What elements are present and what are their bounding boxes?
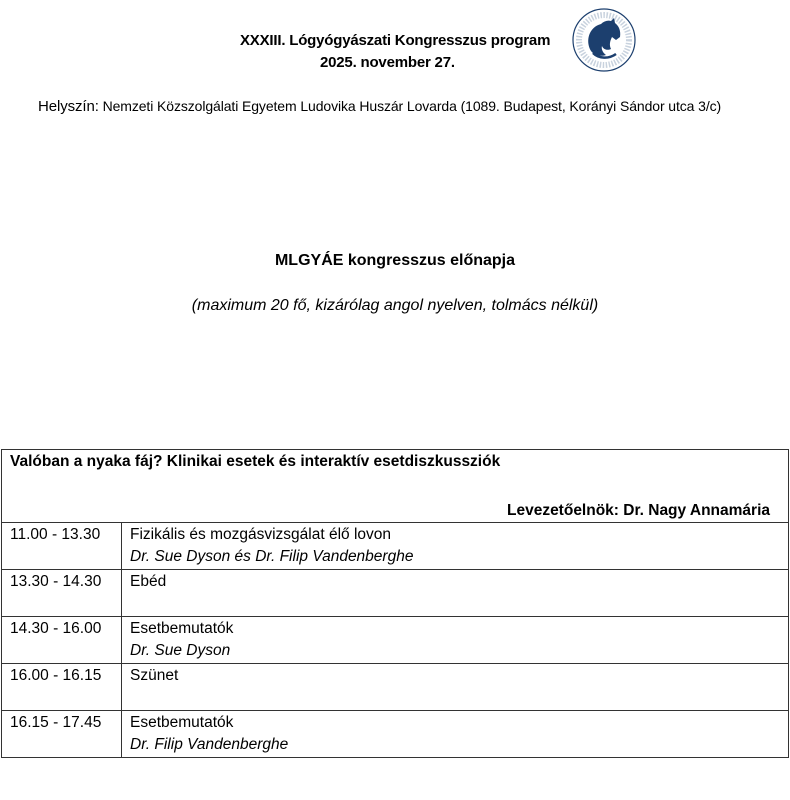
- title-date: 2025. november 27.: [320, 54, 455, 71]
- schedule-table: [1, 449, 789, 758]
- horse-head-logo-icon: [571, 7, 637, 73]
- event-cell: [122, 570, 789, 617]
- title-line-1: XXXIII. Lógyógyászati Kongresszus program: [240, 32, 551, 49]
- session-topic: Valóban a nyaka fáj? Klinikai esetek és interaktív esetdiszkussziók: [10, 453, 501, 470]
- event-speaker: Dr. Sue Dyson: [130, 642, 231, 659]
- event-cell: [122, 711, 789, 758]
- time-cell: 14.30 - 16.00: [2, 617, 122, 664]
- time-cell: 16.00 - 16.15: [2, 664, 122, 711]
- time-cell: 16.15 - 17.45: [2, 711, 122, 758]
- section-title: MLGYÁE kongresszus előnapja: [274, 252, 516, 269]
- table-row: [2, 711, 789, 758]
- table-row: [2, 617, 789, 664]
- venue-line: [38, 98, 721, 115]
- event-title: Esetbemutatók: [130, 620, 234, 637]
- event-speaker: Dr. Filip Vandenberghe: [130, 736, 289, 753]
- event-title: Szünet: [130, 667, 179, 684]
- event-cell: [122, 664, 789, 711]
- schedule-header-row: [2, 450, 789, 523]
- event-title: Esetbemutatók: [130, 714, 234, 731]
- event-cell: [122, 617, 789, 664]
- venue-address: Nemzeti Közszolgálati Egyetem Ludovika Huszár Lovarda (1089. Budapest, Korányi Sándor utca 3/c): [98, 98, 722, 114]
- table-row: [2, 664, 789, 711]
- event-cell: [122, 523, 789, 570]
- section-note: (maximum 20 fő, kizárólag angol nyelven, tolmács nélkül): [191, 297, 599, 314]
- table-row: [2, 570, 789, 617]
- venue-label: Helyszín:: [38, 98, 99, 115]
- event-speaker: Dr. Sue Dyson és Dr. Filip Vandenberghe: [130, 548, 414, 565]
- time-cell: 13.30 - 14.30: [2, 570, 122, 617]
- event-title: Ebéd: [130, 573, 167, 590]
- time-cell: 11.00 - 13.30: [2, 523, 122, 570]
- schedule-header-cell: [2, 450, 789, 523]
- table-row: [2, 523, 789, 570]
- event-title: Fizikális és mozgásvizsgálat élő lovon: [130, 526, 392, 543]
- session-chair: Levezetőelnök: Dr. Nagy Annamária: [506, 502, 770, 519]
